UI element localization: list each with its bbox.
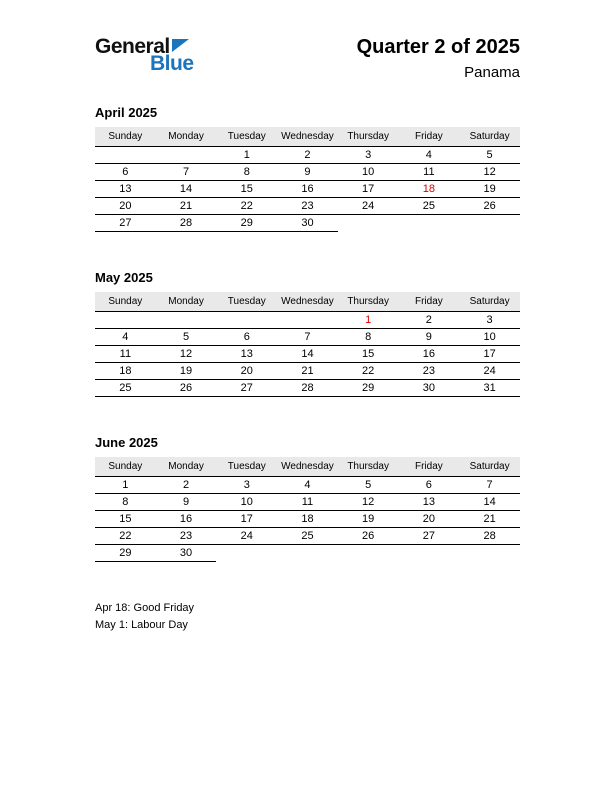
day-cell: 3 <box>459 312 520 329</box>
weekday-header: Saturday <box>459 127 520 147</box>
day-cell: 11 <box>277 494 338 511</box>
week-row <box>95 494 520 511</box>
day-cell: 24 <box>459 363 520 380</box>
page-subtitle: Panama <box>464 64 520 81</box>
week-row <box>95 346 520 363</box>
day-cell: 25 <box>95 380 156 397</box>
week-row <box>95 528 520 545</box>
month-may-2025 <box>95 270 520 397</box>
day-cell: 14 <box>156 181 217 198</box>
day-cell: 12 <box>156 346 217 363</box>
week-row <box>95 147 520 164</box>
day-cell: 21 <box>277 363 338 380</box>
day-cell: 23 <box>399 363 460 380</box>
empty-cell <box>216 312 277 329</box>
weekday-header: Sunday <box>95 127 156 147</box>
holiday-day-cell: 1 <box>338 312 399 329</box>
weekday-header: Tuesday <box>216 457 277 477</box>
weekday-header: Thursday <box>338 457 399 477</box>
weekday-header: Saturday <box>459 457 520 477</box>
day-cell: 20 <box>216 363 277 380</box>
day-cell: 23 <box>277 198 338 215</box>
day-cell: 30 <box>277 215 338 232</box>
empty-cell <box>459 545 520 562</box>
week-row <box>95 380 520 397</box>
day-cell: 3 <box>216 477 277 494</box>
week-row <box>95 363 520 380</box>
day-cell: 19 <box>156 363 217 380</box>
day-cell: 27 <box>216 380 277 397</box>
day-cell: 8 <box>338 329 399 346</box>
weekday-header: Wednesday <box>277 457 338 477</box>
day-cell: 24 <box>338 198 399 215</box>
holiday-day-cell: 18 <box>399 181 460 198</box>
day-cell: 17 <box>459 346 520 363</box>
day-cell: 18 <box>277 511 338 528</box>
day-cell: 22 <box>95 528 156 545</box>
month-title: April 2025 <box>95 105 158 120</box>
weekday-header: Monday <box>156 292 217 312</box>
day-cell: 15 <box>95 511 156 528</box>
day-cell: 13 <box>216 346 277 363</box>
empty-cell <box>95 147 156 164</box>
day-cell: 29 <box>95 545 156 562</box>
week-row <box>95 312 520 329</box>
day-cell: 10 <box>216 494 277 511</box>
week-row <box>95 181 520 198</box>
day-cell: 29 <box>216 215 277 232</box>
day-cell: 11 <box>95 346 156 363</box>
day-cell: 27 <box>95 215 156 232</box>
empty-cell <box>338 215 399 232</box>
week-row <box>95 511 520 528</box>
legend-item-labour-day: May 1: Labour Day <box>95 619 188 631</box>
logo-text-blue: Blue <box>150 52 194 75</box>
day-cell: 21 <box>459 511 520 528</box>
day-cell: 25 <box>399 198 460 215</box>
weekday-header: Friday <box>399 127 460 147</box>
day-cell: 13 <box>95 181 156 198</box>
day-cell: 9 <box>156 494 217 511</box>
day-cell: 23 <box>156 528 217 545</box>
month-april-2025 <box>95 105 520 232</box>
day-cell: 2 <box>156 477 217 494</box>
week-row <box>95 198 520 215</box>
page-header <box>95 36 520 81</box>
weekday-header: Thursday <box>338 127 399 147</box>
day-cell: 10 <box>459 329 520 346</box>
empty-cell <box>156 312 217 329</box>
day-cell: 20 <box>399 511 460 528</box>
day-cell: 7 <box>459 477 520 494</box>
empty-cell <box>459 215 520 232</box>
empty-cell <box>156 147 217 164</box>
empty-cell <box>216 545 277 562</box>
day-cell: 21 <box>156 198 217 215</box>
day-cell: 17 <box>216 511 277 528</box>
empty-cell <box>95 312 156 329</box>
weekday-header: Monday <box>156 457 217 477</box>
day-cell: 16 <box>277 181 338 198</box>
day-cell: 4 <box>277 477 338 494</box>
weekday-header: Tuesday <box>216 127 277 147</box>
day-cell: 27 <box>399 528 460 545</box>
empty-cell <box>399 215 460 232</box>
weekday-header: Monday <box>156 127 217 147</box>
day-cell: 26 <box>459 198 520 215</box>
day-cell: 1 <box>95 477 156 494</box>
day-cell: 7 <box>277 329 338 346</box>
day-cell: 18 <box>95 363 156 380</box>
month-june-2025 <box>95 435 520 562</box>
logo-triangle-icon <box>172 39 189 52</box>
day-cell: 6 <box>216 329 277 346</box>
weekday-header-row <box>95 457 520 477</box>
day-cell: 25 <box>277 528 338 545</box>
day-cell: 5 <box>459 147 520 164</box>
day-cell: 14 <box>459 494 520 511</box>
day-cell: 19 <box>338 511 399 528</box>
day-cell: 20 <box>95 198 156 215</box>
day-cell: 28 <box>277 380 338 397</box>
day-cell: 30 <box>399 380 460 397</box>
month-title: May 2025 <box>95 270 153 285</box>
weekday-header: Thursday <box>338 292 399 312</box>
day-cell: 10 <box>338 164 399 181</box>
day-cell: 5 <box>338 477 399 494</box>
weekday-header-row <box>95 292 520 312</box>
empty-cell <box>338 545 399 562</box>
day-cell: 8 <box>95 494 156 511</box>
day-cell: 12 <box>338 494 399 511</box>
day-cell: 9 <box>399 329 460 346</box>
day-cell: 24 <box>216 528 277 545</box>
page-title: Quarter 2 of 2025 <box>356 36 520 58</box>
day-cell: 6 <box>399 477 460 494</box>
day-cell: 4 <box>95 329 156 346</box>
weekday-header: Friday <box>399 292 460 312</box>
day-cell: 9 <box>277 164 338 181</box>
weekday-header: Friday <box>399 457 460 477</box>
calendar-table <box>95 292 520 397</box>
day-cell: 12 <box>459 164 520 181</box>
day-cell: 2 <box>399 312 460 329</box>
day-cell: 19 <box>459 181 520 198</box>
day-cell: 17 <box>338 181 399 198</box>
title-block <box>357 36 520 81</box>
day-cell: 3 <box>338 147 399 164</box>
day-cell: 31 <box>459 380 520 397</box>
week-row <box>95 164 520 181</box>
general-blue-logo <box>95 36 194 74</box>
day-cell: 4 <box>399 147 460 164</box>
day-cell: 22 <box>338 363 399 380</box>
day-cell: 5 <box>156 329 217 346</box>
weekday-header: Sunday <box>95 457 156 477</box>
logo-text-general: General <box>95 35 170 58</box>
empty-cell <box>277 312 338 329</box>
day-cell: 30 <box>156 545 217 562</box>
weekday-header: Sunday <box>95 292 156 312</box>
day-cell: 16 <box>156 511 217 528</box>
day-cell: 1 <box>216 147 277 164</box>
months-container <box>95 105 520 562</box>
day-cell: 16 <box>399 346 460 363</box>
day-cell: 14 <box>277 346 338 363</box>
day-cell: 26 <box>156 380 217 397</box>
month-title: June 2025 <box>95 435 158 450</box>
day-cell: 26 <box>338 528 399 545</box>
day-cell: 7 <box>156 164 217 181</box>
day-cell: 11 <box>399 164 460 181</box>
legend-item-good-friday: Apr 18: Good Friday <box>95 602 195 614</box>
weekday-header: Tuesday <box>216 292 277 312</box>
weekday-header-row <box>95 127 520 147</box>
empty-cell <box>277 545 338 562</box>
day-cell: 28 <box>156 215 217 232</box>
weekday-header: Wednesday <box>277 127 338 147</box>
empty-cell <box>399 545 460 562</box>
day-cell: 28 <box>459 528 520 545</box>
week-row <box>95 477 520 494</box>
calendar-table <box>95 457 520 562</box>
week-row <box>95 545 520 562</box>
day-cell: 6 <box>95 164 156 181</box>
day-cell: 22 <box>216 198 277 215</box>
calendar-table <box>95 127 520 232</box>
day-cell: 15 <box>216 181 277 198</box>
weekday-header: Saturday <box>459 292 520 312</box>
holiday-legend <box>95 600 520 634</box>
week-row <box>95 215 520 232</box>
day-cell: 13 <box>399 494 460 511</box>
week-row <box>95 329 520 346</box>
weekday-header: Wednesday <box>277 292 338 312</box>
day-cell: 2 <box>277 147 338 164</box>
day-cell: 29 <box>338 380 399 397</box>
day-cell: 8 <box>216 164 277 181</box>
day-cell: 15 <box>338 346 399 363</box>
